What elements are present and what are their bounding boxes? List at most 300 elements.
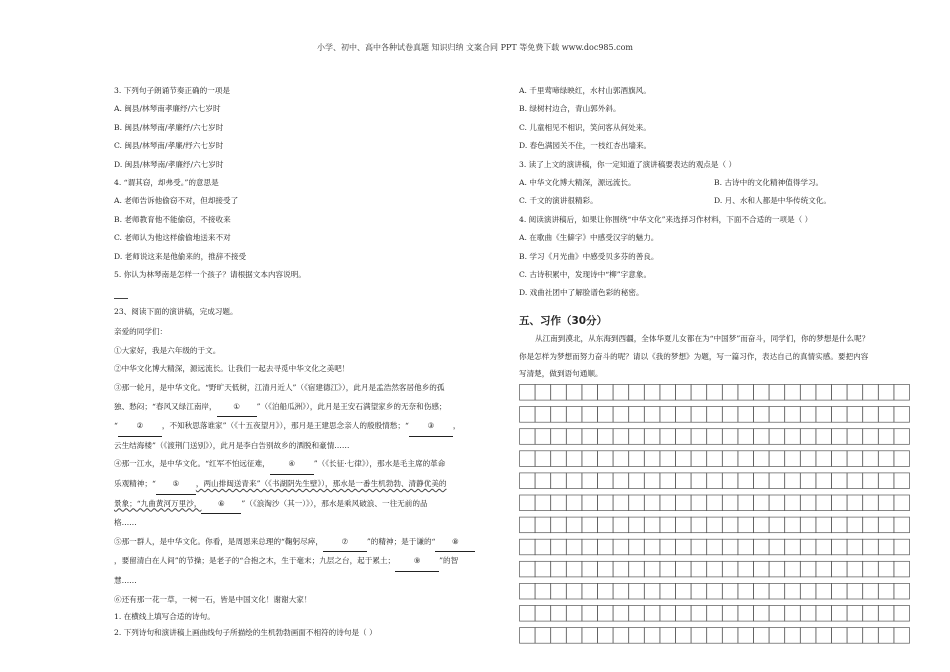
grid-cell[interactable] — [582, 385, 598, 401]
grid-cell[interactable] — [644, 583, 660, 599]
grid-cell[interactable] — [629, 407, 645, 423]
grid-cell[interactable] — [832, 495, 848, 511]
grid-cell[interactable] — [863, 451, 879, 467]
grid-cell[interactable] — [644, 473, 660, 489]
writing-grid[interactable] — [519, 384, 912, 649]
grid-cell[interactable] — [832, 561, 848, 577]
grid-cell[interactable] — [676, 561, 692, 577]
grid-cell[interactable] — [754, 539, 770, 555]
grid-cell[interactable] — [535, 429, 551, 445]
grid-cell[interactable] — [738, 517, 754, 533]
grid-cell[interactable] — [629, 473, 645, 489]
grid-cell[interactable] — [660, 539, 676, 555]
grid-cell[interactable] — [644, 385, 660, 401]
grid-cell[interactable] — [629, 495, 645, 511]
grid-cell[interactable] — [551, 429, 567, 445]
grid-cell[interactable] — [520, 561, 536, 577]
grid-cell[interactable] — [878, 583, 894, 599]
grid-cell[interactable] — [566, 407, 582, 423]
writing-grid-svg[interactable] — [519, 384, 912, 649]
grid-cell[interactable] — [738, 407, 754, 423]
grid-cell[interactable] — [660, 583, 676, 599]
grid-cell[interactable] — [738, 385, 754, 401]
grid-cell[interactable] — [660, 451, 676, 467]
grid-cell[interactable] — [738, 583, 754, 599]
grid-cell[interactable] — [613, 473, 629, 489]
grid-cell[interactable] — [863, 517, 879, 533]
grid-cell[interactable] — [894, 451, 910, 467]
grid-cell[interactable] — [629, 451, 645, 467]
grid-cell[interactable] — [691, 628, 707, 644]
grid-cell[interactable] — [754, 517, 770, 533]
grid-cell[interactable] — [691, 561, 707, 577]
grid-cell[interactable] — [520, 429, 536, 445]
grid-cell[interactable] — [582, 561, 598, 577]
grid-cell[interactable] — [520, 539, 536, 555]
grid-cell[interactable] — [582, 628, 598, 644]
grid-cell[interactable] — [707, 539, 723, 555]
grid-cell[interactable] — [832, 385, 848, 401]
grid-cell[interactable] — [582, 539, 598, 555]
grid-cell[interactable] — [582, 473, 598, 489]
grid-cell[interactable] — [566, 429, 582, 445]
grid-cell[interactable] — [629, 628, 645, 644]
grid-cell[interactable] — [613, 451, 629, 467]
blank-1[interactable]: ① — [217, 398, 257, 418]
grid-cell[interactable] — [738, 628, 754, 644]
grid-cell[interactable] — [769, 628, 785, 644]
grid-cell[interactable] — [785, 539, 801, 555]
grid-cell[interactable] — [769, 539, 785, 555]
grid-cell[interactable] — [582, 429, 598, 445]
grid-cell[interactable] — [598, 561, 614, 577]
grid-cell[interactable] — [707, 385, 723, 401]
grid-cell[interactable] — [722, 628, 738, 644]
grid-cell[interactable] — [644, 517, 660, 533]
grid-cell[interactable] — [847, 451, 863, 467]
grid-cell[interactable] — [863, 539, 879, 555]
grid-cell[interactable] — [676, 583, 692, 599]
grid-cell[interactable] — [722, 473, 738, 489]
grid-cell[interactable] — [613, 561, 629, 577]
grid-cell[interactable] — [832, 628, 848, 644]
grid-cell[interactable] — [613, 628, 629, 644]
grid-cell[interactable] — [754, 495, 770, 511]
blank-4[interactable]: ④ — [270, 455, 314, 475]
grid-cell[interactable] — [582, 407, 598, 423]
grid-cell[interactable] — [769, 517, 785, 533]
grid-cell[interactable] — [894, 407, 910, 423]
blank-2[interactable]: ② — [118, 417, 162, 437]
grid-cell[interactable] — [535, 495, 551, 511]
grid-cell[interactable] — [894, 583, 910, 599]
grid-cell[interactable] — [878, 539, 894, 555]
grid-cell[interactable] — [847, 583, 863, 599]
grid-cell[interactable] — [707, 429, 723, 445]
grid-cell[interactable] — [847, 517, 863, 533]
grid-cell[interactable] — [722, 583, 738, 599]
grid-cell[interactable] — [754, 561, 770, 577]
grid-cell[interactable] — [613, 407, 629, 423]
grid-cell[interactable] — [785, 561, 801, 577]
grid-cell[interactable] — [816, 407, 832, 423]
grid-cell[interactable] — [691, 473, 707, 489]
grid-cell[interactable] — [878, 429, 894, 445]
grid-cell[interactable] — [738, 561, 754, 577]
grid-cell[interactable] — [754, 407, 770, 423]
grid-cell[interactable] — [551, 385, 567, 401]
grid-cell[interactable] — [598, 407, 614, 423]
grid-cell[interactable] — [769, 385, 785, 401]
grid-cell[interactable] — [800, 429, 816, 445]
grid-cell[interactable] — [551, 561, 567, 577]
grid-cell[interactable] — [863, 385, 879, 401]
grid-cell[interactable] — [598, 451, 614, 467]
grid-cell[interactable] — [520, 517, 536, 533]
grid-cell[interactable] — [832, 429, 848, 445]
grid-cell[interactable] — [832, 473, 848, 489]
grid-cell[interactable] — [644, 561, 660, 577]
grid-cell[interactable] — [520, 407, 536, 423]
grid-cell[interactable] — [894, 606, 910, 622]
grid-cell[interactable] — [722, 606, 738, 622]
grid-cell[interactable] — [832, 606, 848, 622]
grid-cell[interactable] — [598, 429, 614, 445]
grid-cell[interactable] — [566, 606, 582, 622]
grid-cell[interactable] — [878, 628, 894, 644]
grid-cell[interactable] — [613, 429, 629, 445]
grid-cell[interactable] — [722, 407, 738, 423]
grid-cell[interactable] — [800, 539, 816, 555]
grid-cell[interactable] — [816, 473, 832, 489]
grid-cell[interactable] — [894, 539, 910, 555]
grid-cell[interactable] — [644, 429, 660, 445]
grid-cell[interactable] — [754, 583, 770, 599]
grid-cell[interactable] — [598, 473, 614, 489]
grid-cell[interactable] — [582, 451, 598, 467]
grid-cell[interactable] — [707, 517, 723, 533]
grid-cell[interactable] — [676, 606, 692, 622]
grid-cell[interactable] — [847, 473, 863, 489]
blank-9[interactable]: ⑨ — [395, 552, 439, 572]
grid-cell[interactable] — [566, 628, 582, 644]
grid-cell[interactable] — [660, 407, 676, 423]
grid-cell[interactable] — [785, 473, 801, 489]
blank-7[interactable]: ⑦ — [323, 533, 367, 553]
grid-cell[interactable] — [520, 583, 536, 599]
grid-cell[interactable] — [520, 628, 536, 644]
grid-cell[interactable] — [520, 606, 536, 622]
grid-cell[interactable] — [707, 561, 723, 577]
grid-cell[interactable] — [800, 407, 816, 423]
grid-cell[interactable] — [722, 539, 738, 555]
grid-cell[interactable] — [878, 561, 894, 577]
grid-cell[interactable] — [800, 495, 816, 511]
grid-cell[interactable] — [847, 561, 863, 577]
grid-cell[interactable] — [644, 451, 660, 467]
grid-cell[interactable] — [676, 429, 692, 445]
grid-cell[interactable] — [676, 473, 692, 489]
grid-cell[interactable] — [644, 407, 660, 423]
grid-cell[interactable] — [691, 495, 707, 511]
grid-cell[interactable] — [847, 539, 863, 555]
grid-cell[interactable] — [785, 385, 801, 401]
grid-cell[interactable] — [535, 473, 551, 489]
grid-cell[interactable] — [660, 429, 676, 445]
grid-cell[interactable] — [676, 385, 692, 401]
grid-cell[interactable] — [894, 495, 910, 511]
grid-cell[interactable] — [676, 451, 692, 467]
grid-cell[interactable] — [598, 539, 614, 555]
grid-cell[interactable] — [613, 606, 629, 622]
grid-cell[interactable] — [769, 583, 785, 599]
grid-cell[interactable] — [707, 407, 723, 423]
grid-cell[interactable] — [878, 385, 894, 401]
grid-cell[interactable] — [644, 606, 660, 622]
grid-cell[interactable] — [847, 495, 863, 511]
grid-cell[interactable] — [722, 385, 738, 401]
grid-cell[interactable] — [691, 606, 707, 622]
grid-cell[interactable] — [660, 606, 676, 622]
grid-cell[interactable] — [691, 539, 707, 555]
grid-cell[interactable] — [894, 517, 910, 533]
grid-cell[interactable] — [551, 628, 567, 644]
grid-cell[interactable] — [535, 451, 551, 467]
grid-cell[interactable] — [707, 473, 723, 489]
grid-cell[interactable] — [722, 517, 738, 533]
grid-cell[interactable] — [551, 451, 567, 467]
grid-cell[interactable] — [691, 429, 707, 445]
grid-cell[interactable] — [894, 385, 910, 401]
grid-cell[interactable] — [878, 495, 894, 511]
grid-cell[interactable] — [613, 517, 629, 533]
grid-cell[interactable] — [800, 561, 816, 577]
grid-cell[interactable] — [832, 539, 848, 555]
grid-cell[interactable] — [894, 628, 910, 644]
grid-cell[interactable] — [691, 407, 707, 423]
grid-cell[interactable] — [644, 628, 660, 644]
grid-cell[interactable] — [785, 451, 801, 467]
grid-cell[interactable] — [800, 583, 816, 599]
grid-cell[interactable] — [847, 606, 863, 622]
grid-cell[interactable] — [676, 539, 692, 555]
grid-cell[interactable] — [832, 451, 848, 467]
grid-cell[interactable] — [816, 628, 832, 644]
grid-cell[interactable] — [769, 473, 785, 489]
grid-cell[interactable] — [707, 451, 723, 467]
grid-cell[interactable] — [613, 539, 629, 555]
grid-cell[interactable] — [816, 451, 832, 467]
grid-cell[interactable] — [754, 429, 770, 445]
blank-3[interactable]: ③ — [409, 417, 453, 437]
grid-cell[interactable] — [691, 583, 707, 599]
grid-cell[interactable] — [785, 517, 801, 533]
grid-cell[interactable] — [660, 561, 676, 577]
grid-cell[interactable] — [769, 561, 785, 577]
grid-cell[interactable] — [707, 606, 723, 622]
grid-cell[interactable] — [722, 495, 738, 511]
grid-cell[interactable] — [566, 473, 582, 489]
grid-cell[interactable] — [520, 385, 536, 401]
grid-cell[interactable] — [847, 407, 863, 423]
grid-cell[interactable] — [722, 451, 738, 467]
grid-cell[interactable] — [816, 539, 832, 555]
grid-cell[interactable] — [863, 583, 879, 599]
grid-cell[interactable] — [582, 606, 598, 622]
grid-cell[interactable] — [629, 606, 645, 622]
grid-cell[interactable] — [769, 495, 785, 511]
grid-cell[interactable] — [754, 385, 770, 401]
grid-cell[interactable] — [863, 407, 879, 423]
grid-cell[interactable] — [878, 407, 894, 423]
grid-cell[interactable] — [566, 517, 582, 533]
grid-cell[interactable] — [754, 606, 770, 622]
grid-cell[interactable] — [816, 429, 832, 445]
grid-cell[interactable] — [754, 451, 770, 467]
grid-cell[interactable] — [738, 429, 754, 445]
grid-cell[interactable] — [691, 451, 707, 467]
grid-cell[interactable] — [598, 606, 614, 622]
grid-cell[interactable] — [660, 495, 676, 511]
grid-cell[interactable] — [894, 561, 910, 577]
grid-cell[interactable] — [520, 451, 536, 467]
grid-cell[interactable] — [551, 407, 567, 423]
grid-cell[interactable] — [847, 429, 863, 445]
grid-cell[interactable] — [629, 583, 645, 599]
grid-cell[interactable] — [582, 495, 598, 511]
grid-cell[interactable] — [676, 628, 692, 644]
grid-cell[interactable] — [707, 583, 723, 599]
grid-cell[interactable] — [551, 517, 567, 533]
grid-cell[interactable] — [629, 385, 645, 401]
grid-cell[interactable] — [660, 517, 676, 533]
grid-cell[interactable] — [785, 606, 801, 622]
grid-cell[interactable] — [769, 451, 785, 467]
grid-cell[interactable] — [832, 583, 848, 599]
grid-cell[interactable] — [535, 539, 551, 555]
grid-cell[interactable] — [629, 561, 645, 577]
blank-8[interactable]: ⑧ — [435, 533, 475, 553]
grid-cell[interactable] — [598, 583, 614, 599]
grid-cell[interactable] — [629, 429, 645, 445]
grid-cell[interactable] — [816, 385, 832, 401]
grid-cell[interactable] — [800, 473, 816, 489]
grid-cell[interactable] — [535, 606, 551, 622]
grid-cell[interactable] — [738, 495, 754, 511]
grid-cell[interactable] — [598, 628, 614, 644]
grid-cell[interactable] — [863, 628, 879, 644]
grid-cell[interactable] — [535, 385, 551, 401]
grid-cell[interactable] — [566, 583, 582, 599]
grid-cell[interactable] — [551, 495, 567, 511]
grid-cell[interactable] — [754, 473, 770, 489]
grid-cell[interactable] — [676, 407, 692, 423]
grid-cell[interactable] — [535, 407, 551, 423]
grid-cell[interactable] — [754, 628, 770, 644]
blank-6[interactable]: ⑥ — [201, 495, 241, 515]
grid-cell[interactable] — [551, 473, 567, 489]
grid-cell[interactable] — [863, 561, 879, 577]
grid-cell[interactable] — [847, 385, 863, 401]
grid-cell[interactable] — [535, 561, 551, 577]
grid-cell[interactable] — [863, 495, 879, 511]
grid-cell[interactable] — [738, 451, 754, 467]
grid-cell[interactable] — [722, 429, 738, 445]
grid-cell[interactable] — [769, 407, 785, 423]
grid-cell[interactable] — [660, 473, 676, 489]
grid-cell[interactable] — [598, 385, 614, 401]
grid-cell[interactable] — [894, 473, 910, 489]
grid-cell[interactable] — [800, 451, 816, 467]
grid-cell[interactable] — [535, 583, 551, 599]
grid-cell[interactable] — [832, 407, 848, 423]
grid-cell[interactable] — [613, 583, 629, 599]
grid-cell[interactable] — [832, 517, 848, 533]
grid-cell[interactable] — [707, 495, 723, 511]
grid-cell[interactable] — [816, 606, 832, 622]
grid-cell[interactable] — [816, 495, 832, 511]
grid-cell[interactable] — [566, 385, 582, 401]
grid-cell[interactable] — [566, 451, 582, 467]
grid-cell[interactable] — [629, 517, 645, 533]
grid-cell[interactable] — [785, 407, 801, 423]
grid-cell[interactable] — [863, 473, 879, 489]
grid-cell[interactable] — [800, 385, 816, 401]
grid-cell[interactable] — [520, 495, 536, 511]
grid-cell[interactable] — [863, 429, 879, 445]
grid-cell[interactable] — [800, 517, 816, 533]
grid-cell[interactable] — [582, 517, 598, 533]
grid-cell[interactable] — [847, 628, 863, 644]
grid-cell[interactable] — [785, 583, 801, 599]
grid-cell[interactable] — [582, 583, 598, 599]
grid-cell[interactable] — [551, 583, 567, 599]
grid-cell[interactable] — [520, 473, 536, 489]
grid-cell[interactable] — [644, 539, 660, 555]
grid-cell[interactable] — [660, 385, 676, 401]
grid-cell[interactable] — [878, 473, 894, 489]
grid-cell[interactable] — [878, 451, 894, 467]
grid-cell[interactable] — [566, 539, 582, 555]
grid-cell[interactable] — [878, 517, 894, 533]
grid-cell[interactable] — [894, 429, 910, 445]
grid-cell[interactable] — [598, 495, 614, 511]
grid-cell[interactable] — [551, 539, 567, 555]
grid-cell[interactable] — [691, 517, 707, 533]
grid-cell[interactable] — [613, 495, 629, 511]
grid-cell[interactable] — [738, 606, 754, 622]
grid-cell[interactable] — [816, 517, 832, 533]
grid-cell[interactable] — [644, 495, 660, 511]
grid-cell[interactable] — [722, 561, 738, 577]
grid-cell[interactable] — [598, 517, 614, 533]
grid-cell[interactable] — [878, 606, 894, 622]
grid-cell[interactable] — [800, 606, 816, 622]
grid-cell[interactable] — [816, 561, 832, 577]
grid-cell[interactable] — [738, 539, 754, 555]
grid-cell[interactable] — [660, 628, 676, 644]
grid-cell[interactable] — [738, 473, 754, 489]
grid-cell[interactable] — [551, 606, 567, 622]
grid-cell[interactable] — [629, 539, 645, 555]
grid-cell[interactable] — [769, 606, 785, 622]
grid-cell[interactable] — [676, 517, 692, 533]
grid-cell[interactable] — [785, 429, 801, 445]
grid-cell[interactable] — [566, 561, 582, 577]
grid-cell[interactable] — [863, 606, 879, 622]
grid-cell[interactable] — [535, 517, 551, 533]
grid-cell[interactable] — [707, 628, 723, 644]
